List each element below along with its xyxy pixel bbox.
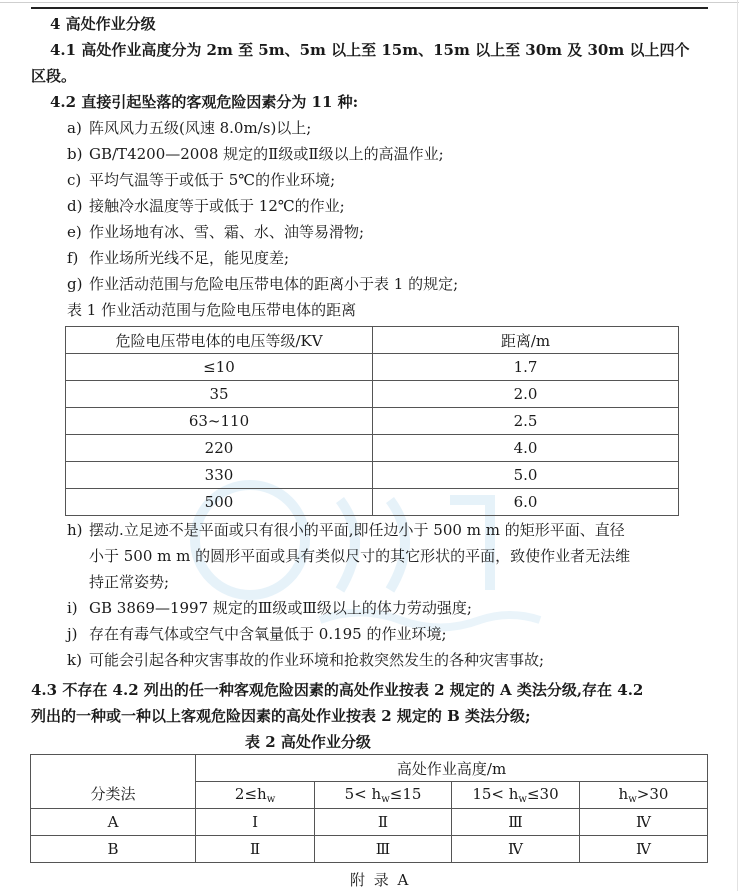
list-item xyxy=(67,598,472,618)
table2-grade-cell: Ⅳ xyxy=(579,836,707,863)
table2-col-header xyxy=(315,782,452,809)
list-item xyxy=(67,222,364,242)
table1-distance-cell: 1.7 xyxy=(373,354,679,381)
col-header-pre: 2≤h xyxy=(234,785,267,803)
list-item xyxy=(67,196,345,216)
list-item-label: a) xyxy=(67,119,82,137)
list-item-text: 摆动.立足迹不是平面或只有很小的平面,即任边小于 500 m m 的矩形平面、直径 xyxy=(89,521,625,539)
list-item xyxy=(67,248,289,268)
table-row xyxy=(66,489,679,516)
table1-distance-cell: 5.0 xyxy=(373,462,679,489)
list-item-text: 接触冷水温度等于或低于 12℃的作业; xyxy=(89,197,345,215)
list-item-text: 存在有毒气体或空气中含氧量低于 0.195 的作业环境; xyxy=(89,625,447,643)
col-header-sub: w xyxy=(518,794,527,805)
page-right-edge xyxy=(737,0,738,891)
table2-col-header xyxy=(579,782,707,809)
table-row xyxy=(31,809,708,836)
table1-header-voltage: 危险电压带电体的电压等级/KV xyxy=(66,327,373,354)
paragraph-4-1-line-1: 4.1 高处作业高度分为 2m 至 5m、5m 以上至 15m、15m 以上至 30m 及 30m 以上四个 xyxy=(50,41,690,59)
list-item-text: GB/T4200—2008 规定的Ⅱ级或Ⅱ级以上的高温作业; xyxy=(89,145,444,163)
list-item-h-line-3: 持正常姿势; xyxy=(89,573,170,591)
list-item-label: e) xyxy=(67,223,82,241)
list-item-text: 作业活动范围与危险电压带电体的距离小于表 1 的规定; xyxy=(89,275,459,293)
list-item-label: d) xyxy=(67,197,83,215)
list-item-h xyxy=(67,520,625,540)
table2-caption: 表 2 高处作业分级 xyxy=(245,733,371,751)
table2 xyxy=(30,754,708,863)
table2-grade-cell: Ⅲ xyxy=(315,836,452,863)
paragraph-4-3-line-2: 列出的一种或一种以上客观危险因素的高处作业按表 2 规定的 B 类法分级; xyxy=(31,707,531,725)
table1-distance-cell: 4.0 xyxy=(373,435,679,462)
table1-voltage-cell: 63~110 xyxy=(66,408,373,435)
table1-distance-cell: 2.5 xyxy=(373,408,679,435)
list-item xyxy=(67,170,335,190)
list-item-label: b) xyxy=(67,145,83,163)
table2-grade-cell: Ⅱ xyxy=(196,836,315,863)
table2-grade-cell: Ⅱ xyxy=(315,809,452,836)
table-row xyxy=(66,462,679,489)
list-item-text: 作业场地有冰、雪、霜、水、油等易滑物; xyxy=(89,223,365,241)
paragraph-4-1-line-2: 区段。 xyxy=(31,67,77,85)
list-item xyxy=(67,274,458,294)
col-header-sub: w xyxy=(381,794,390,805)
header-rule xyxy=(31,7,708,9)
table1-caption: 表 1 作业活动范围与危险电压带电体的距离 xyxy=(67,301,357,319)
list-item-label: i) xyxy=(67,599,78,617)
col-header-pre: 5< h xyxy=(344,785,382,803)
table2-grade-cell: Ⅲ xyxy=(451,809,579,836)
table-row xyxy=(31,836,708,863)
table1-voltage-cell: ≤10 xyxy=(66,354,373,381)
table2-class-cell: A xyxy=(31,809,196,836)
list-item-label: g) xyxy=(67,275,83,293)
col-header-sub: w xyxy=(628,794,637,805)
table2-row-header: 分类法 xyxy=(31,755,196,809)
list-item xyxy=(67,624,447,644)
table1-voltage-cell: 330 xyxy=(66,462,373,489)
table2-grade-cell: Ⅳ xyxy=(451,836,579,863)
table1-distance-cell: 6.0 xyxy=(373,489,679,516)
list-item-label: j) xyxy=(67,625,78,643)
col-header-pre: 15< h xyxy=(472,785,519,803)
section-heading: 4 高处作业分级 xyxy=(50,15,156,33)
table2-col-header xyxy=(451,782,579,809)
col-header-post: ≤30 xyxy=(526,785,559,803)
col-header-post: ≤15 xyxy=(389,785,422,803)
col-header-post: >30 xyxy=(636,785,669,803)
list-item xyxy=(67,144,444,164)
table1-voltage-cell: 35 xyxy=(66,381,373,408)
list-item xyxy=(67,650,544,670)
paragraph-4-2: 4.2 直接引起坠落的客观危险因素分为 11 种: xyxy=(50,93,359,111)
table1-voltage-cell: 220 xyxy=(66,435,373,462)
list-item xyxy=(67,118,311,138)
col-header-pre: h xyxy=(618,785,629,803)
list-item-label: h) xyxy=(67,521,83,539)
table-row xyxy=(66,354,679,381)
table1-voltage-cell: 500 xyxy=(66,489,373,516)
list-item-label: f) xyxy=(67,249,79,267)
list-item-label: c) xyxy=(67,171,82,189)
list-item-text: 平均气温等于或低于 5℃的作业环境; xyxy=(89,171,336,189)
table1-header-row xyxy=(66,327,679,354)
table1-header-distance: 距离/m xyxy=(373,327,679,354)
list-item-h-line-2: 小于 500 m m 的圆形平面或具有类似尺寸的其它形状的平面，致使作业者无法维 xyxy=(89,547,631,565)
table-row xyxy=(66,381,679,408)
col-header-sub: w xyxy=(266,794,276,805)
list-item-text: GB 3869—1997 规定的Ⅲ级或Ⅲ级以上的体力劳动强度; xyxy=(89,599,472,617)
list-item-text: 作业场所光线不足，能见度差; xyxy=(89,249,290,267)
appendix-title: 附 录 A xyxy=(350,871,411,889)
table2-grade-cell: Ⅰ xyxy=(196,809,315,836)
table2-class-cell: B xyxy=(31,836,196,863)
list-item-text: 阵风风力五级(风速 8.0m/s)以上; xyxy=(89,119,312,137)
table2-group-header-row xyxy=(31,755,708,782)
page-top-edge xyxy=(0,2,739,3)
table2-group-header: 高处作业高度/m xyxy=(196,755,708,782)
list-item-label: k) xyxy=(67,651,82,669)
paragraph-4-3-line-1: 4.3 不存在 4.2 列出的任一种客观危险因素的高处作业按表 2 规定的 A 类法分级,存在 4.2 xyxy=(31,681,644,699)
list-item-text: 可能会引起各种灾害事故的作业环境和抢救突然发生的各种灾害事故; xyxy=(89,651,545,669)
table2-grade-cell: Ⅳ xyxy=(579,809,707,836)
table1-distance-cell: 2.0 xyxy=(373,381,679,408)
table-row xyxy=(66,408,679,435)
table2-col-header xyxy=(196,782,315,809)
table1 xyxy=(65,326,679,516)
table-row xyxy=(66,435,679,462)
